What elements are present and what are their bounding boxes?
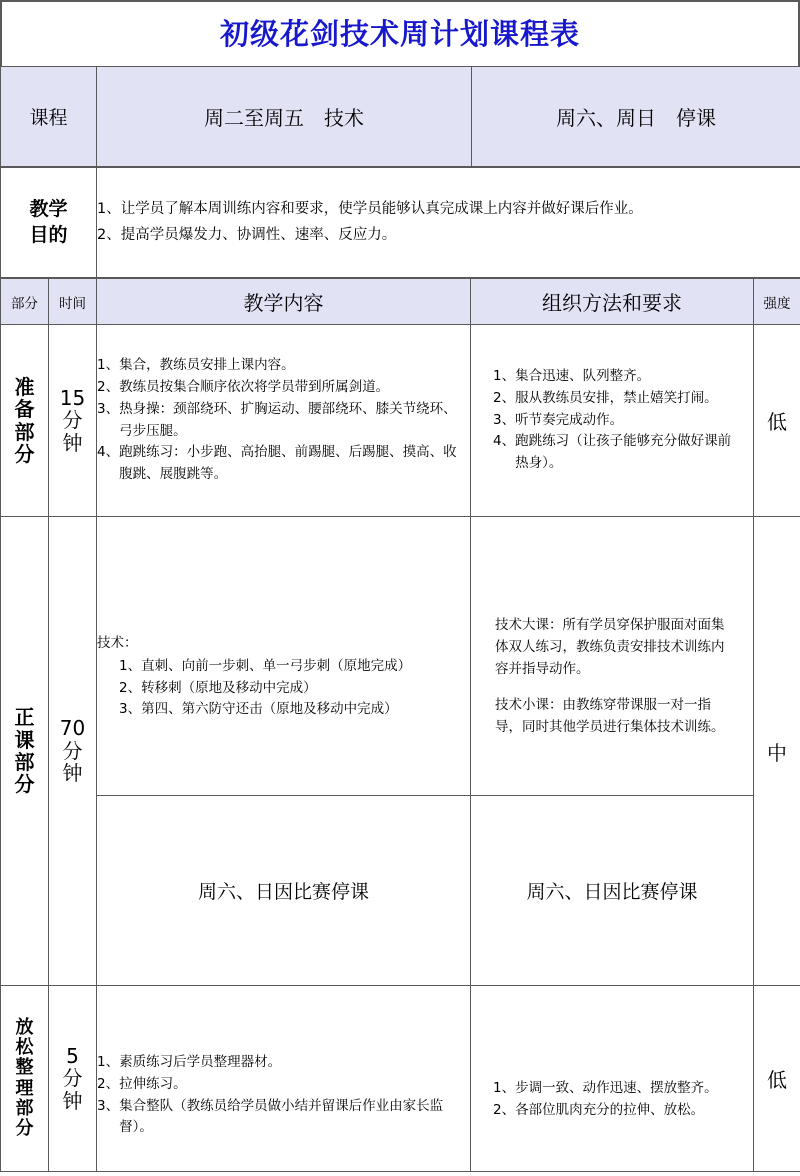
- list-item-number: 3、: [97, 1097, 120, 1114]
- list-item: [97, 355, 470, 377]
- column-header-row: [1, 279, 800, 325]
- teaching-aim-body-cell: [97, 168, 800, 278]
- row-time-cooldown: [49, 986, 97, 1172]
- list-item-number: 2、: [97, 1075, 120, 1092]
- list-item: [97, 1074, 470, 1096]
- course-label-cell: 课程: [1, 67, 97, 167]
- part-char: 部: [15, 1097, 34, 1119]
- course-header-row: [1, 67, 800, 167]
- document-title-bar: [0, 0, 800, 66]
- part-char: 备: [14, 397, 35, 422]
- table-row-main-lesson-suspended: [1, 796, 800, 986]
- part-char: 准: [14, 374, 35, 399]
- list-item: [493, 1078, 743, 1100]
- column-header-part: 部分: [1, 279, 49, 325]
- list-item-text: 转移刺（原地及移动中完成）: [141, 679, 317, 696]
- list-item: [119, 656, 470, 678]
- time-char: 分: [62, 408, 83, 433]
- table-row-main-lesson: [1, 517, 800, 796]
- list-item-number: 4、: [97, 444, 120, 461]
- table-row-preparation: [1, 325, 800, 517]
- list-item: [493, 388, 743, 410]
- organization-paragraph: 技术大课：所有学员穿保护服面对面集体双人练习，教练负责安排技术训练内容并指导动作。: [495, 616, 725, 677]
- part-char: 分: [15, 1117, 34, 1139]
- teaching-aim-row: [1, 168, 800, 278]
- list-item: [97, 377, 470, 399]
- technique-heading: 技术：: [97, 634, 138, 651]
- list-item-text: 服从教练员安排，禁止嬉笑打闹。: [515, 389, 718, 406]
- suspended-content-note: 周六、日因比赛停课: [97, 796, 471, 986]
- part-char: 整: [15, 1057, 34, 1079]
- page-title: 初级花剑技术周计划课程表: [219, 16, 580, 51]
- row-intensity-main-lesson: 中: [754, 517, 800, 986]
- list-item: [97, 1096, 470, 1140]
- column-header-time: 时间: [49, 279, 97, 325]
- row-time-preparation: [49, 325, 97, 517]
- row-part-label-preparation: [1, 325, 49, 517]
- list-item-text: 各部位肌肉充分的拉伸、放松。: [515, 1101, 705, 1118]
- time-char: 5: [66, 1043, 79, 1068]
- list-item: [97, 1052, 470, 1074]
- time-char: 钟: [62, 1088, 83, 1113]
- list-item-text: 听节奏完成动作。: [515, 411, 624, 428]
- part-char: 正: [14, 705, 35, 730]
- part-char: 放: [15, 1017, 34, 1039]
- organization-paragraph: 技术小课：由教练穿带课服一对一指导，同时其他学员进行集体技术训练。: [495, 697, 725, 736]
- weekday-schedule-cell: 周二至周五 技术: [97, 67, 472, 167]
- list-item-number: 2、: [493, 389, 516, 406]
- row-part-label-cooldown: [1, 986, 49, 1172]
- list-item-text: 第四、第六防守还击（原地及移动中完成）: [141, 701, 398, 718]
- row-organization-main-lesson: [471, 517, 754, 796]
- column-header-content: 教学内容: [97, 279, 471, 325]
- teaching-aim-label-cell: [1, 168, 97, 278]
- list-item-number: 3、: [119, 701, 142, 718]
- part-char: 松: [15, 1037, 34, 1059]
- list-item-text: 集合迅速、队列整齐。: [515, 367, 651, 384]
- list-item-text: 跑跳练习：小步跑、高抬腿、前踢腿、后踢腿、摸高、收腹跳、展腹跳等。: [119, 444, 457, 483]
- list-item-number: 4、: [493, 433, 516, 450]
- list-item-text: 直刺、向前一步刺、单一弓步刺（原地完成）: [141, 657, 412, 674]
- list-item: [493, 431, 743, 475]
- list-item-number: 2、: [493, 1101, 516, 1118]
- paragraph-spacer: [495, 680, 729, 695]
- row-content-main-lesson: [97, 517, 471, 796]
- list-item-number: 1、: [97, 356, 120, 373]
- teaching-aim-label-line1: 教学: [29, 197, 68, 220]
- lesson-plan-table: [0, 278, 800, 1172]
- list-item-text: 素质练习后学员整理器材。: [119, 1053, 282, 1070]
- list-item-text: 集合，教练员安排上课内容。: [119, 356, 295, 373]
- list-item: [119, 678, 470, 700]
- part-char: 部: [14, 750, 35, 774]
- row-time-main-lesson: [49, 517, 97, 986]
- table-row-cooldown: [1, 986, 800, 1172]
- part-char: 分: [14, 441, 35, 466]
- row-part-label-main-lesson: [1, 517, 49, 986]
- list-item-text: 教练员按集合顺序依次将学员带到所属剑道。: [119, 378, 390, 395]
- time-char: 钟: [62, 761, 83, 786]
- list-item: [119, 699, 470, 721]
- list-item-number: 1、: [119, 657, 142, 674]
- column-header-organization: 组织方法和要求: [471, 279, 754, 325]
- row-organization-preparation: [471, 325, 754, 517]
- suspended-organization-note: 周六、日因比赛停课: [471, 796, 754, 986]
- list-item-number: 3、: [97, 400, 120, 417]
- list-item: [97, 399, 470, 443]
- row-content-preparation: [97, 325, 471, 517]
- list-item-number: 1、: [97, 1053, 120, 1070]
- column-header-intensity: 强度: [754, 279, 800, 325]
- row-intensity-cooldown: 低: [754, 986, 800, 1172]
- course-header-table: [0, 66, 800, 167]
- teaching-aim-item: 2、提高学员爆发力、协调性、速率、反应力。: [97, 226, 397, 243]
- teaching-aim-table: [0, 167, 800, 278]
- list-item-number: 1、: [493, 367, 516, 384]
- time-char: 钟: [62, 430, 83, 455]
- time-char: 15: [59, 385, 86, 410]
- technique-list: [97, 656, 470, 722]
- list-item: [493, 410, 743, 432]
- list-item-text: 步调一致、动作迅速、摆放整齐。: [515, 1079, 718, 1096]
- teaching-aim-item: 1、让学员了解本周训练内容和要求，使学员能够认真完成课上内容并做好课后作业。: [97, 201, 643, 218]
- weekend-schedule-cell: 周六、周日 停课: [472, 67, 800, 167]
- time-char: 70: [59, 716, 86, 741]
- row-intensity-preparation: 低: [754, 325, 800, 517]
- list-item-text: 热身操：颈部绕环、扩胸运动、腰部绕环、膝关节绕环、弓步压腿。: [119, 400, 457, 439]
- list-item: [493, 366, 743, 388]
- list-item-number: 3、: [493, 411, 516, 428]
- row-content-cooldown: [97, 986, 471, 1172]
- part-char: 课: [14, 727, 35, 752]
- list-item-number: 1、: [493, 1079, 516, 1096]
- list-item-text: 拉伸练习。: [119, 1075, 187, 1092]
- list-item-text: 集合整队（教练员给学员做小结并留课后作业由家长监督）。: [119, 1097, 444, 1136]
- list-item-number: 2、: [119, 679, 142, 696]
- part-char: 部: [14, 419, 35, 444]
- part-char: 理: [15, 1077, 34, 1099]
- list-item-text: 跑跳练习（让孩子能够充分做好课前热身）。: [515, 433, 732, 472]
- teaching-aim-label-line2: 目的: [29, 223, 68, 246]
- time-char: 分: [62, 738, 83, 763]
- list-item: [493, 1100, 743, 1122]
- row-organization-cooldown: [471, 986, 754, 1172]
- time-char: 分: [62, 1066, 83, 1091]
- part-char: 分: [14, 772, 35, 797]
- list-item: [97, 442, 470, 486]
- list-item-number: 2、: [97, 378, 120, 395]
